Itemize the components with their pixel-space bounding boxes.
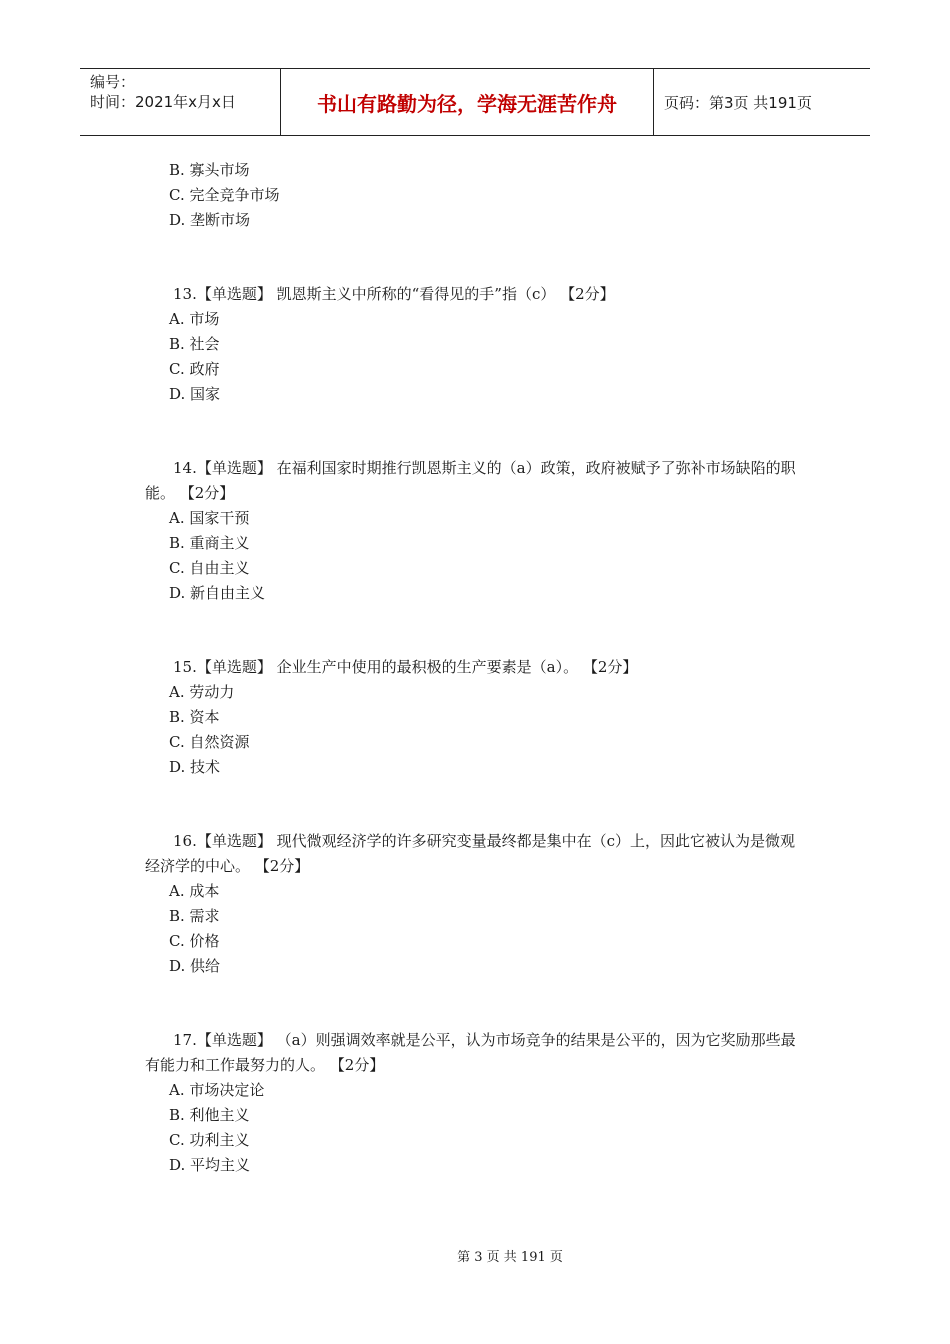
option: B. 利他主义 <box>169 1106 250 1124</box>
option: C. 完全竞争市场 <box>169 186 280 204</box>
question-16 <box>145 829 810 979</box>
question-13 <box>145 282 810 407</box>
prev-question-options <box>145 158 810 233</box>
document-body <box>145 158 810 1178</box>
option: A. 劳动力 <box>169 683 235 701</box>
page-header <box>80 68 870 136</box>
option: C. 自由主义 <box>169 559 250 577</box>
question-text: 16.【单选题】 现代微观经济学的许多研究变量最终都是集中在（c）上，因此它被认为是微观经济学的中心。 【2分】 <box>145 832 796 875</box>
header-meta <box>80 69 281 135</box>
option: C. 政府 <box>169 360 220 378</box>
option: D. 国家 <box>169 385 221 403</box>
page-footer: 第 3 页 共 191 页 <box>457 1250 563 1265</box>
question-14 <box>145 456 810 606</box>
option: D. 垄断市场 <box>169 211 251 229</box>
question-text: 17.【单选题】 （a）则强调效率就是公平，认为市场竞争的结果是公平的，因为它奖励那些最有能力和工作最努力的人。 【2分】 <box>145 1031 796 1074</box>
option: D. 平均主义 <box>169 1156 251 1174</box>
option: D. 供给 <box>169 957 221 975</box>
option: A. 国家干预 <box>169 509 250 527</box>
option: B. 资本 <box>169 708 220 726</box>
question-text: 13.【单选题】 凯恩斯主义中所称的“看得见的手”指（c） 【2分】 <box>173 285 615 303</box>
question-text: 15.【单选题】 企业生产中使用的最积极的生产要素是（a）。 【2分】 <box>173 658 638 676</box>
option: D. 新自由主义 <box>169 584 266 602</box>
option: A. 市场 <box>169 310 220 328</box>
option: B. 需求 <box>169 907 220 925</box>
question-15 <box>145 655 810 780</box>
option: B. 寡头市场 <box>169 161 250 179</box>
question-text: 14.【单选题】 在福利国家时期推行凯恩斯主义的（a）政策，政府被赋予了弥补市场缺陷的职能。 【2分】 <box>145 459 796 502</box>
question-17 <box>145 1028 810 1178</box>
option: C. 功利主义 <box>169 1131 250 1149</box>
option: C. 自然资源 <box>169 733 250 751</box>
time-label: 时间：2021年x月x日 <box>90 93 236 111</box>
number-label: 编号： <box>90 73 136 91</box>
header-motto: 书山有路勤为径，学海无涯苦作舟 <box>281 69 654 135</box>
option: D. 技术 <box>169 758 221 776</box>
header-page-info: 页码：第3页 共191页 <box>664 93 812 112</box>
option: B. 社会 <box>169 335 220 353</box>
option: A. 成本 <box>169 882 220 900</box>
option: C. 价格 <box>169 932 220 950</box>
option: A. 市场决定论 <box>169 1081 265 1099</box>
option: B. 重商主义 <box>169 534 250 552</box>
